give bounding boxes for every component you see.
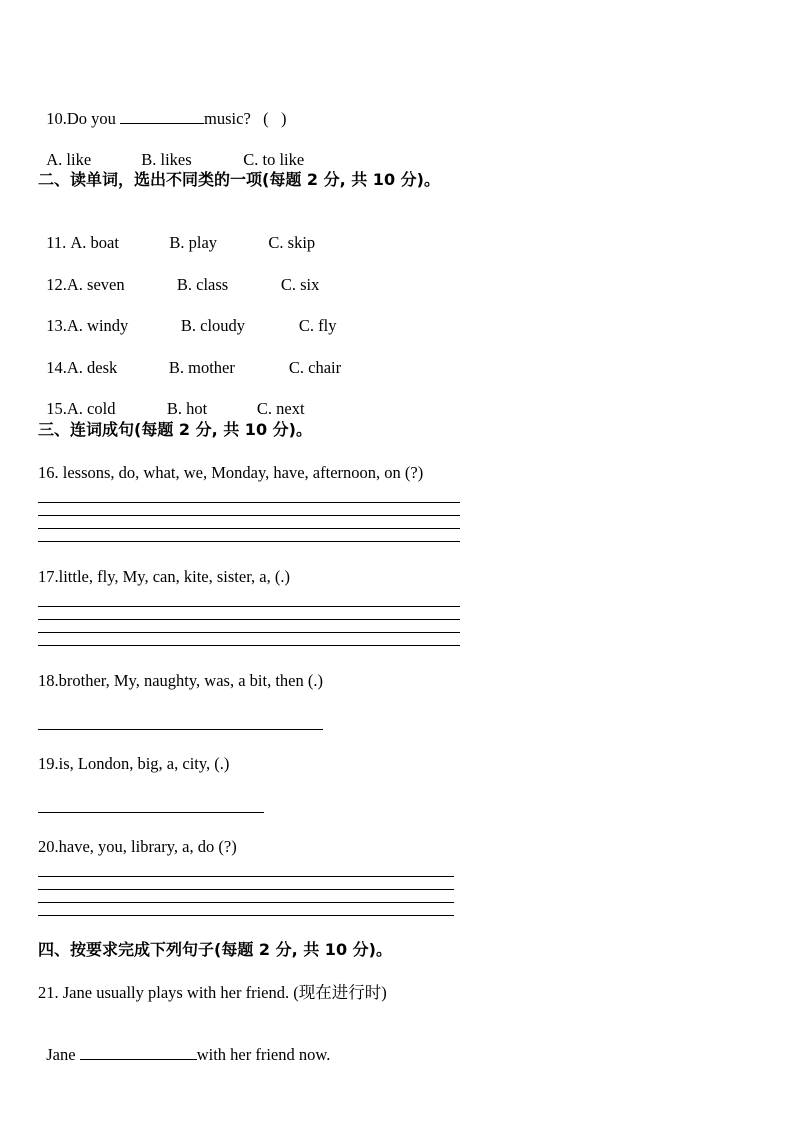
q16-answer-line[interactable] — [38, 515, 460, 516]
q10-answer-blank[interactable] — [120, 108, 204, 124]
q10-prefix: 10.Do you — [46, 109, 121, 128]
q14-option-b: B. mother — [168, 358, 235, 377]
question-12 — [38, 255, 319, 295]
question-20: 20.have, you, library, a, do (?) — [38, 837, 237, 856]
q11-number: 11. — [46, 233, 71, 252]
question-10 — [38, 88, 287, 129]
q19-answer-line[interactable] — [38, 812, 264, 813]
q11-option-a: A. boat — [70, 233, 119, 252]
section-3-heading: 三、连词成句(每题 2 分, 共 10 分)。 — [38, 420, 312, 439]
q16-answer-line[interactable] — [38, 541, 460, 542]
q13-option-c: C. fly — [298, 316, 337, 335]
q20-answer-line[interactable] — [38, 902, 454, 903]
q17-answer-line[interactable] — [38, 606, 460, 607]
q15-option-a: A. cold — [66, 399, 116, 418]
question-21: 21. Jane usually plays with her friend. (现在进行时) — [38, 983, 387, 1002]
section-4-heading: 四、按要求完成下列句子(每题 2 分, 共 10 分)。 — [38, 940, 392, 959]
q18-answer-line[interactable] — [38, 729, 323, 730]
section-2-heading: 二、读单词，选出不同类的一项(每题 2 分, 共 10 分)。 — [38, 170, 440, 189]
q17-answer-line[interactable] — [38, 619, 460, 620]
question-10-options — [38, 130, 304, 170]
question-14 — [38, 338, 341, 378]
q15-option-b: B. hot — [166, 399, 208, 418]
q21-answer-blank[interactable] — [80, 1044, 197, 1060]
q10-option-b: B. likes — [141, 150, 192, 169]
q16-answer-line[interactable] — [38, 502, 460, 503]
q12-number: 12. — [46, 275, 67, 294]
q21-answer-suffix: with her friend now. — [196, 1045, 331, 1064]
q10-option-c: C. to like — [243, 150, 305, 169]
q13-option-a: A. windy — [66, 316, 129, 335]
q10-option-a: A. like — [46, 150, 92, 169]
q13-number: 13. — [46, 316, 67, 335]
q12-option-c: C. six — [280, 275, 320, 294]
q10-suffix: music? — [204, 109, 251, 128]
q11-option-b: B. play — [169, 233, 218, 252]
q17-answer-line[interactable] — [38, 645, 460, 646]
q15-option-c: C. next — [256, 399, 305, 418]
q21-answer-prefix: Jane — [46, 1045, 80, 1064]
q12-option-b: B. class — [176, 275, 229, 294]
q17-answer-line[interactable] — [38, 632, 460, 633]
q11-option-c: C. skip — [268, 233, 316, 252]
question-21-answer — [38, 1024, 330, 1065]
q12-option-a: A. seven — [66, 275, 125, 294]
question-17: 17.little, fly, My, can, kite, sister, a, (.) — [38, 567, 290, 586]
q14-option-c: C. chair — [288, 358, 342, 377]
q10-answer-paren[interactable]: ( ) — [263, 109, 287, 128]
question-11 — [38, 213, 315, 253]
q14-number: 14. — [46, 358, 67, 377]
q20-answer-line[interactable] — [38, 876, 454, 877]
question-15 — [38, 379, 305, 419]
q20-answer-line[interactable] — [38, 889, 454, 890]
question-16: 16. lessons, do, what, we, Monday, have, afternoon, on (?) — [38, 463, 424, 482]
q13-option-b: B. cloudy — [180, 316, 246, 335]
question-13 — [38, 296, 336, 336]
q16-answer-line[interactable] — [38, 528, 460, 529]
question-18: 18.brother, My, naughty, was, a bit, then (.) — [38, 671, 323, 690]
question-19: 19.is, London, big, a, city, (.) — [38, 754, 230, 773]
q14-option-a: A. desk — [66, 358, 118, 377]
q15-number: 15. — [46, 399, 67, 418]
q20-answer-line[interactable] — [38, 915, 454, 916]
